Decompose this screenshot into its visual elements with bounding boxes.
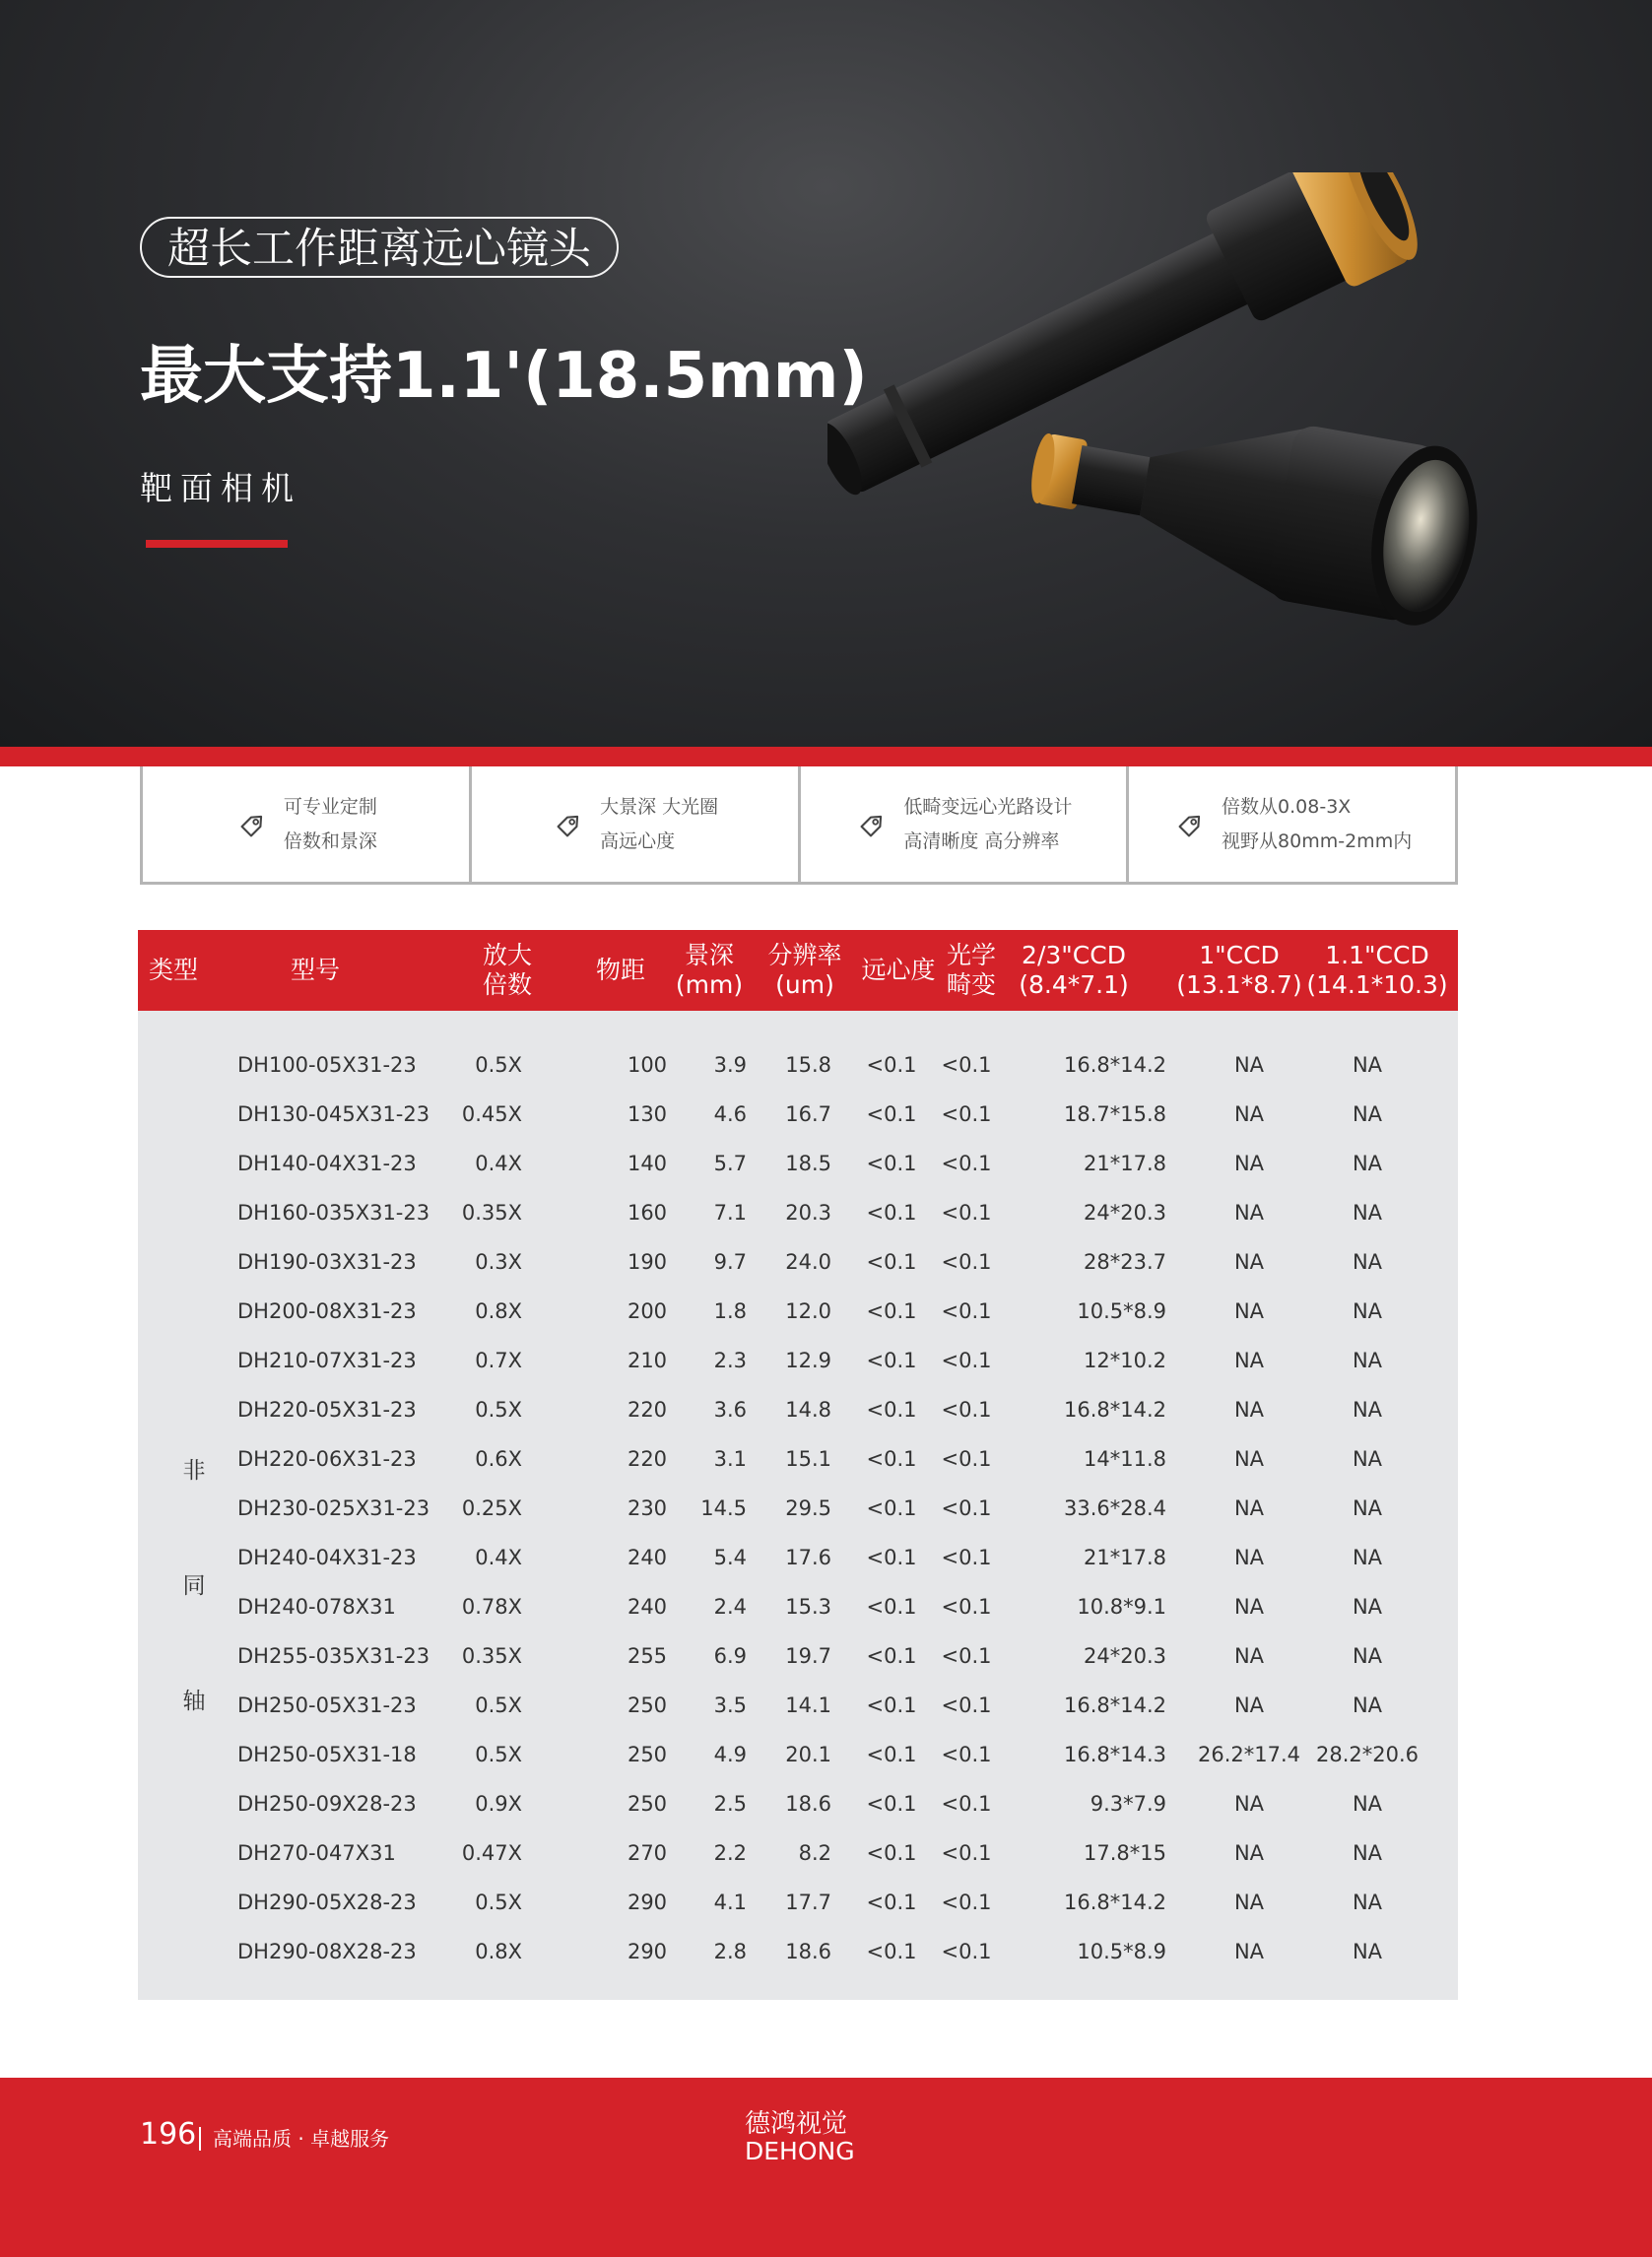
cell-ccd-1-1: NA [1352, 1940, 1383, 1963]
cell-resolution: 20.3 [785, 1201, 831, 1225]
header-ccd-2-3: 2/3"CCD (8.4*7.1) [1019, 941, 1129, 999]
header-telecentricity: 远心度 [861, 956, 936, 984]
cell-magnification: 0.3X [475, 1250, 522, 1274]
cell-telecentricity: <0.1 [866, 1152, 917, 1175]
feature-item [472, 766, 801, 882]
cell-ccd-2-3: 10.8*9.1 [1077, 1595, 1166, 1619]
cell-resolution: 18.6 [785, 1940, 831, 1963]
table-row [138, 1040, 1458, 1090]
header-depth-of-field: 景深 (mm) [675, 941, 744, 999]
cell-resolution: 8.2 [798, 1841, 831, 1865]
cell-telecentricity: <0.1 [866, 1595, 917, 1619]
cell-model: DH140-04X31-23 [237, 1152, 417, 1175]
cell-magnification: 0.5X [475, 1743, 522, 1766]
table-row [138, 1631, 1458, 1681]
cell-ccd-1: NA [1233, 1792, 1265, 1816]
cell-ccd-1: NA [1233, 1102, 1265, 1126]
feature-item [143, 766, 472, 882]
cell-ccd-1-1: NA [1352, 1349, 1383, 1372]
cell-working-distance: 270 [627, 1841, 668, 1865]
cell-depth-of-field: 14.5 [700, 1496, 747, 1520]
cell-working-distance: 210 [627, 1349, 668, 1372]
cell-magnification: 0.8X [475, 1299, 522, 1323]
cell-model: DH100-05X31-23 [237, 1053, 417, 1077]
cell-telecentricity: <0.1 [866, 1792, 917, 1816]
cell-magnification: 0.9X [475, 1792, 522, 1816]
cell-ccd-2-3: 16.8*14.2 [1063, 1891, 1166, 1914]
cell-magnification: 0.35X [461, 1201, 522, 1225]
cell-depth-of-field: 1.8 [713, 1299, 747, 1323]
headline: 最大支持1.1'(18.5mm) [140, 340, 868, 413]
cell-ccd-2-3: 16.8*14.3 [1063, 1743, 1166, 1766]
table-row [138, 1582, 1458, 1631]
cell-model: DH240-04X31-23 [237, 1546, 417, 1569]
cell-telecentricity: <0.1 [866, 1891, 917, 1914]
cell-depth-of-field: 6.9 [713, 1644, 747, 1668]
table-row [138, 1287, 1458, 1336]
cell-resolution: 17.7 [785, 1891, 831, 1914]
cell-ccd-1: NA [1233, 1644, 1265, 1668]
cell-distortion: <0.1 [941, 1891, 992, 1914]
cell-ccd-2-3: 10.5*8.9 [1077, 1940, 1166, 1963]
footer-slogan: 高端品质 · 卓越服务 [213, 2127, 390, 2151]
cell-ccd-1-1: NA [1352, 1152, 1383, 1175]
cell-working-distance: 240 [627, 1546, 668, 1569]
cell-depth-of-field: 5.4 [713, 1546, 747, 1569]
cell-model: DH200-08X31-23 [237, 1299, 417, 1323]
cell-magnification: 0.78X [461, 1595, 522, 1619]
cell-ccd-1-1: NA [1352, 1891, 1383, 1914]
cell-telecentricity: <0.1 [866, 1349, 917, 1372]
brand-name-cn: 德鸿视觉 [745, 2109, 848, 2139]
feature-line-1: 大景深 大光圈 [600, 795, 719, 818]
cell-ccd-1-1: NA [1352, 1250, 1383, 1274]
cell-ccd-1-1: NA [1352, 1841, 1383, 1865]
cell-telecentricity: <0.1 [866, 1398, 917, 1422]
cell-working-distance: 160 [627, 1201, 668, 1225]
cell-ccd-2-3: 28*23.7 [1084, 1250, 1166, 1274]
cell-ccd-1-1: NA [1352, 1102, 1383, 1126]
cell-telecentricity: <0.1 [866, 1447, 917, 1471]
cell-ccd-1: NA [1233, 1053, 1265, 1077]
type-label-char: 非 [182, 1458, 206, 1484]
cell-ccd-1-1: NA [1352, 1693, 1383, 1717]
cell-resolution: 14.8 [785, 1398, 831, 1422]
cell-distortion: <0.1 [941, 1496, 992, 1520]
cell-model: DH255-035X31-23 [237, 1644, 430, 1668]
cell-depth-of-field: 3.5 [713, 1693, 747, 1717]
feature-item [1129, 766, 1455, 882]
feature-item [801, 766, 1130, 882]
feature-line-1: 倍数从0.08-3X [1222, 795, 1352, 818]
cell-magnification: 0.8X [475, 1940, 522, 1963]
cell-working-distance: 230 [627, 1496, 668, 1520]
cell-distortion: <0.1 [941, 1693, 992, 1717]
cell-working-distance: 250 [627, 1792, 668, 1816]
cell-telecentricity: <0.1 [866, 1102, 917, 1126]
cell-model: DH290-05X28-23 [237, 1891, 417, 1914]
cell-magnification: 0.5X [475, 1693, 522, 1717]
cell-magnification: 0.4X [475, 1152, 522, 1175]
cell-ccd-1: NA [1233, 1595, 1265, 1619]
feature-line-1: 低畸变远心光路设计 [903, 795, 1073, 818]
type-label-char: 同 [182, 1573, 206, 1599]
header-model: 型号 [290, 956, 340, 984]
cell-ccd-2-3: 16.8*14.2 [1063, 1053, 1166, 1077]
cell-ccd-1-1: NA [1352, 1792, 1383, 1816]
cell-distortion: <0.1 [941, 1841, 992, 1865]
cell-resolution: 16.7 [785, 1102, 831, 1126]
table-body [138, 1011, 1458, 2000]
table-row [138, 1828, 1458, 1878]
table-header [138, 930, 1458, 1011]
cell-ccd-1: NA [1233, 1152, 1265, 1175]
header-ccd-1: 1"CCD (13.1*8.7) [1176, 941, 1302, 999]
cell-ccd-1-1: NA [1352, 1447, 1383, 1471]
cell-model: DH290-08X28-23 [237, 1940, 417, 1963]
cell-magnification: 0.7X [475, 1349, 522, 1372]
cell-depth-of-field: 5.7 [713, 1152, 747, 1175]
tag-icon [1172, 806, 1210, 843]
cell-ccd-1: NA [1233, 1693, 1265, 1717]
cell-distortion: <0.1 [941, 1743, 992, 1766]
hero-divider-stripe [0, 747, 1652, 766]
cell-ccd-2-3: 9.3*7.9 [1090, 1792, 1166, 1816]
cell-ccd-2-3: 14*11.8 [1084, 1447, 1166, 1471]
cell-resolution: 18.6 [785, 1792, 831, 1816]
cell-distortion: <0.1 [941, 1053, 992, 1077]
table-row [138, 1681, 1458, 1730]
cell-distortion: <0.1 [941, 1102, 992, 1126]
cell-depth-of-field: 4.1 [713, 1891, 747, 1914]
page-footer [0, 2078, 1652, 2257]
cell-telecentricity: <0.1 [866, 1841, 917, 1865]
cell-resolution: 17.6 [785, 1546, 831, 1569]
cell-resolution: 24.0 [785, 1250, 831, 1274]
cell-ccd-2-3: 21*17.8 [1084, 1546, 1166, 1569]
cell-working-distance: 250 [627, 1743, 668, 1766]
cell-magnification: 0.47X [461, 1841, 522, 1865]
cell-ccd-1: NA [1233, 1496, 1265, 1520]
cell-ccd-1: 26.2*17.4 [1197, 1743, 1300, 1766]
tag-icon [854, 806, 892, 843]
cell-magnification: 0.5X [475, 1053, 522, 1077]
cell-resolution: 15.8 [785, 1053, 831, 1077]
cell-distortion: <0.1 [941, 1250, 992, 1274]
cell-ccd-1: NA [1233, 1891, 1265, 1914]
cell-resolution: 14.1 [785, 1693, 831, 1717]
table-row [138, 1336, 1458, 1385]
cell-ccd-2-3: 12*10.2 [1084, 1349, 1166, 1372]
header-ccd-1-1: 1.1"CCD (14.1*10.3) [1306, 941, 1448, 999]
cell-depth-of-field: 2.8 [713, 1940, 747, 1963]
cell-working-distance: 250 [627, 1693, 668, 1717]
cell-magnification: 0.5X [475, 1891, 522, 1914]
cell-telecentricity: <0.1 [866, 1053, 917, 1077]
cell-working-distance: 190 [627, 1250, 668, 1274]
cell-ccd-1: NA [1233, 1299, 1265, 1323]
cell-ccd-1-1: NA [1352, 1201, 1383, 1225]
page-number: 196 [140, 2117, 197, 2152]
table-row [138, 1434, 1458, 1484]
tag-icon [234, 806, 272, 843]
cell-depth-of-field: 3.6 [713, 1398, 747, 1422]
cell-ccd-2-3: 16.8*14.2 [1063, 1398, 1166, 1422]
cell-resolution: 19.7 [785, 1644, 831, 1668]
cell-distortion: <0.1 [941, 1940, 992, 1963]
cell-working-distance: 200 [627, 1299, 668, 1323]
table-row [138, 1090, 1458, 1139]
cell-depth-of-field: 2.5 [713, 1792, 747, 1816]
table-row [138, 1237, 1458, 1287]
cell-ccd-2-3: 24*20.3 [1084, 1644, 1166, 1668]
table-row [138, 1730, 1458, 1779]
cell-ccd-1: NA [1233, 1940, 1265, 1963]
cell-depth-of-field: 4.9 [713, 1743, 747, 1766]
cell-telecentricity: <0.1 [866, 1940, 917, 1963]
feature-line-2: 视野从80mm-2mm内 [1222, 830, 1413, 852]
lower-lens [1018, 377, 1490, 633]
accent-underline [146, 540, 288, 548]
cell-resolution: 12.0 [785, 1299, 831, 1323]
cell-working-distance: 255 [627, 1644, 668, 1668]
header-type: 类型 [148, 956, 198, 984]
cell-depth-of-field: 2.2 [713, 1841, 747, 1865]
table-row [138, 1927, 1458, 1976]
header-magnification: 放大 倍数 [482, 941, 532, 999]
cell-ccd-1: NA [1233, 1201, 1265, 1225]
footer-separator [199, 2127, 201, 2151]
table-row [138, 1878, 1458, 1927]
cell-working-distance: 130 [627, 1102, 668, 1126]
cell-distortion: <0.1 [941, 1349, 992, 1372]
table-row [138, 1188, 1458, 1237]
cell-ccd-2-3: 10.5*8.9 [1077, 1299, 1166, 1323]
cell-ccd-1-1: NA [1352, 1644, 1383, 1668]
cell-distortion: <0.1 [941, 1299, 992, 1323]
spec-table [138, 930, 1458, 2000]
cell-distortion: <0.1 [941, 1152, 992, 1175]
header-working-distance: 物距 [595, 956, 645, 984]
cell-depth-of-field: 2.4 [713, 1595, 747, 1619]
category-pill: 超长工作距离远心镜头 [140, 217, 619, 278]
cell-ccd-2-3: 33.6*28.4 [1063, 1496, 1166, 1520]
cell-telecentricity: <0.1 [866, 1644, 917, 1668]
cell-ccd-1-1: NA [1352, 1496, 1383, 1520]
cell-depth-of-field: 3.1 [713, 1447, 747, 1471]
cell-resolution: 18.5 [785, 1152, 831, 1175]
subtitle: 靶面相机 [140, 469, 301, 507]
feature-line-2: 高清晰度 高分辨率 [903, 830, 1060, 852]
cell-model: DH270-047X31 [237, 1841, 396, 1865]
cell-resolution: 15.3 [785, 1595, 831, 1619]
cell-model: DH240-078X31 [237, 1595, 396, 1619]
cell-model: DH160-035X31-23 [237, 1201, 430, 1225]
cell-model: DH250-05X31-18 [237, 1743, 417, 1766]
table-row [138, 1484, 1458, 1533]
cell-depth-of-field: 9.7 [713, 1250, 747, 1274]
hero-banner [0, 0, 1652, 747]
cell-ccd-1: NA [1233, 1398, 1265, 1422]
header-resolution: 分辨率 (um) [767, 941, 842, 999]
cell-ccd-1-1: NA [1352, 1299, 1383, 1323]
cell-distortion: <0.1 [941, 1447, 992, 1471]
cell-magnification: 0.25X [461, 1496, 522, 1520]
cell-ccd-2-3: 16.8*14.2 [1063, 1693, 1166, 1717]
cell-ccd-1: NA [1233, 1349, 1265, 1372]
cell-ccd-1: NA [1233, 1250, 1265, 1274]
cell-distortion: <0.1 [941, 1546, 992, 1569]
cell-resolution: 20.1 [785, 1743, 831, 1766]
cell-ccd-1-1: NA [1352, 1546, 1383, 1569]
cell-model: DH220-05X31-23 [237, 1398, 417, 1422]
cell-ccd-2-3: 24*20.3 [1084, 1201, 1166, 1225]
cell-distortion: <0.1 [941, 1398, 992, 1422]
cell-model: DH250-09X28-23 [237, 1792, 417, 1816]
table-row [138, 1139, 1458, 1188]
cell-magnification: 0.4X [475, 1546, 522, 1569]
cell-distortion: <0.1 [941, 1595, 992, 1619]
cell-telecentricity: <0.1 [866, 1743, 917, 1766]
cell-distortion: <0.1 [941, 1792, 992, 1816]
cell-distortion: <0.1 [941, 1201, 992, 1225]
cell-depth-of-field: 3.9 [713, 1053, 747, 1077]
cell-ccd-2-3: 21*17.8 [1084, 1152, 1166, 1175]
cell-model: DH130-045X31-23 [237, 1102, 430, 1126]
cell-ccd-1-1: 28.2*20.6 [1315, 1743, 1419, 1766]
cell-resolution: 12.9 [785, 1349, 831, 1372]
cell-ccd-2-3: 17.8*15 [1084, 1841, 1166, 1865]
cell-telecentricity: <0.1 [866, 1299, 917, 1323]
cell-telecentricity: <0.1 [866, 1250, 917, 1274]
cell-magnification: 0.5X [475, 1398, 522, 1422]
cell-model: DH250-05X31-23 [237, 1693, 417, 1717]
cell-model: DH230-025X31-23 [237, 1496, 430, 1520]
cell-model: DH220-06X31-23 [237, 1447, 417, 1471]
cell-magnification: 0.6X [475, 1447, 522, 1471]
cell-telecentricity: <0.1 [866, 1693, 917, 1717]
cell-working-distance: 220 [627, 1398, 668, 1422]
cell-working-distance: 220 [627, 1447, 668, 1471]
cell-working-distance: 290 [627, 1940, 668, 1963]
tag-icon [551, 806, 588, 843]
cell-ccd-1: NA [1233, 1447, 1265, 1471]
feature-line-1: 可专业定制 [283, 795, 377, 818]
type-label-char: 轴 [182, 1689, 206, 1714]
cell-ccd-1-1: NA [1352, 1595, 1383, 1619]
cell-ccd-1: NA [1233, 1546, 1265, 1569]
header-distortion: 光学 畸变 [946, 941, 996, 999]
cell-ccd-1-1: NA [1352, 1053, 1383, 1077]
feature-line-2: 倍数和景深 [283, 830, 377, 852]
table-row [138, 1779, 1458, 1828]
table-row [138, 1533, 1458, 1582]
cell-magnification: 0.35X [461, 1644, 522, 1668]
cell-depth-of-field: 2.3 [713, 1349, 747, 1372]
cell-working-distance: 290 [627, 1891, 668, 1914]
cell-magnification: 0.45X [461, 1102, 522, 1126]
cell-telecentricity: <0.1 [866, 1546, 917, 1569]
cell-ccd-1-1: NA [1352, 1398, 1383, 1422]
telecentric-lens-image [827, 172, 1497, 665]
cell-depth-of-field: 4.6 [713, 1102, 747, 1126]
cell-model: DH210-07X31-23 [237, 1349, 417, 1372]
cell-resolution: 15.1 [785, 1447, 831, 1471]
cell-resolution: 29.5 [785, 1496, 831, 1520]
feature-strip [140, 766, 1458, 885]
cell-ccd-1: NA [1233, 1841, 1265, 1865]
cell-working-distance: 240 [627, 1595, 668, 1619]
cell-telecentricity: <0.1 [866, 1201, 917, 1225]
cell-working-distance: 140 [627, 1152, 668, 1175]
feature-line-2: 高远心度 [600, 830, 676, 852]
cell-distortion: <0.1 [941, 1644, 992, 1668]
cell-working-distance: 100 [627, 1053, 668, 1077]
cell-model: DH190-03X31-23 [237, 1250, 417, 1274]
cell-depth-of-field: 7.1 [713, 1201, 747, 1225]
brand-name-en: DEHONG [745, 2137, 855, 2165]
table-row [138, 1385, 1458, 1434]
cell-telecentricity: <0.1 [866, 1496, 917, 1520]
cell-ccd-2-3: 18.7*15.8 [1063, 1102, 1166, 1126]
